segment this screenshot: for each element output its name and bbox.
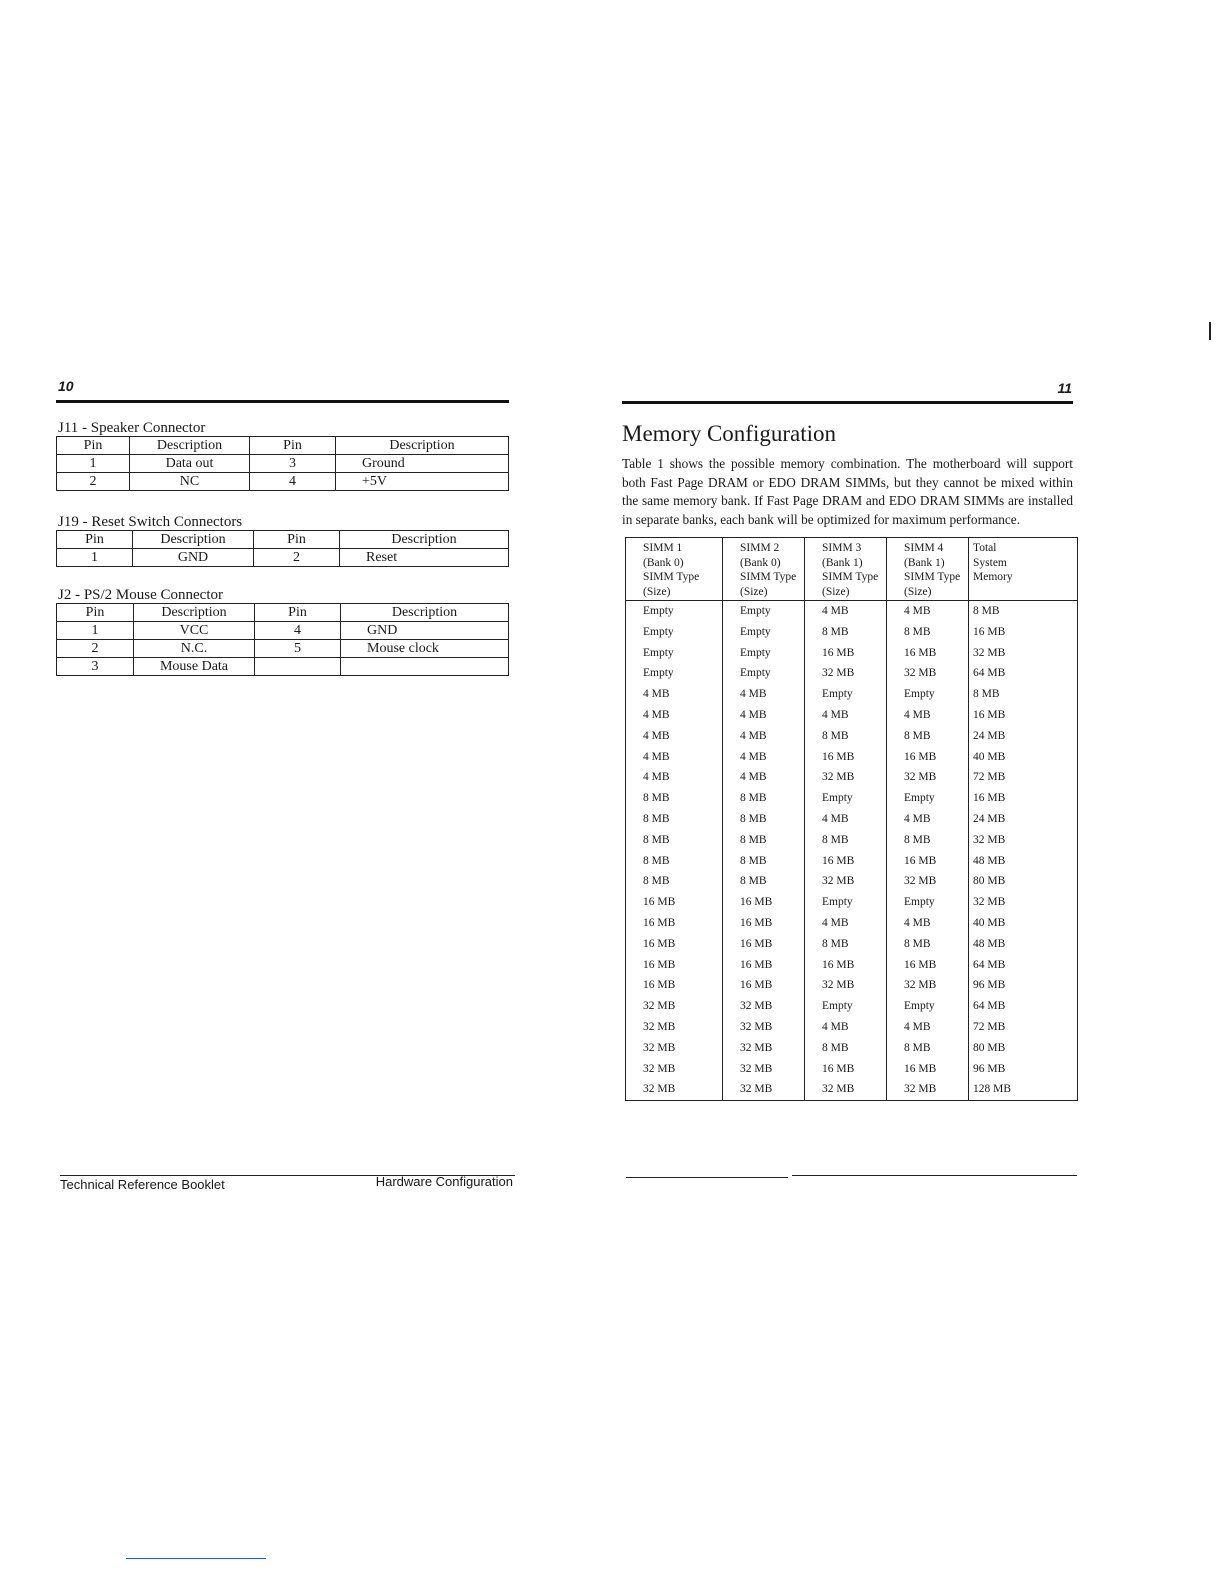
table-cell: 3	[250, 455, 336, 473]
table-cell: 72 MB	[969, 1017, 1078, 1038]
table-row	[626, 601, 1078, 622]
table-row	[57, 622, 509, 640]
table-cell: Empty	[805, 996, 887, 1017]
table-cell: 2	[57, 473, 130, 491]
table-cell: Empty	[723, 643, 805, 664]
table-cell: 16 MB	[887, 955, 969, 976]
table-cell: 16 MB	[723, 934, 805, 955]
table-cell: 24 MB	[969, 726, 1078, 747]
table-cell: Empty	[723, 622, 805, 643]
table-cell: 8 MB	[805, 1038, 887, 1059]
table-cell: 8 MB	[723, 788, 805, 809]
table-cell: 40 MB	[969, 747, 1078, 768]
column-header-line: System	[973, 556, 1007, 569]
table-cell: 8 MB	[805, 934, 887, 955]
table-cell: Reset	[340, 549, 509, 567]
table-cell: 40 MB	[969, 913, 1078, 934]
table-cell: Empty	[626, 622, 723, 643]
column-header-line: (Size)	[643, 585, 671, 598]
table-cell: 72 MB	[969, 767, 1078, 788]
left-header-rule	[56, 400, 509, 403]
scan-blue-line	[126, 1558, 266, 1559]
table-cell: 4 MB	[887, 601, 969, 622]
table-cell: 4 MB	[805, 913, 887, 934]
column-header-line: SIMM Type	[740, 571, 797, 583]
column-header-line: SIMM 2	[740, 542, 780, 554]
table-row	[626, 892, 1078, 913]
table-cell: 16 MB	[805, 643, 887, 664]
column-header: Pin	[57, 437, 130, 455]
column-header: Description	[336, 437, 509, 455]
column-header	[805, 538, 887, 601]
table-cell: Ground	[336, 455, 509, 473]
right-footer-rule-right	[792, 1175, 1077, 1176]
table-cell: 24 MB	[969, 809, 1078, 830]
table-cell: 8 MB	[626, 809, 723, 830]
table-cell: 48 MB	[969, 934, 1078, 955]
table-cell: 16 MB	[887, 643, 969, 664]
table-cell: 4 MB	[723, 705, 805, 726]
column-header-line: SIMM Type	[643, 571, 700, 583]
table-cell: 8 MB	[887, 1038, 969, 1059]
table-cell: 8 MB	[887, 622, 969, 643]
table-cell: 32 MB	[626, 1038, 723, 1059]
table-cell: 8 MB	[626, 788, 723, 809]
table-row	[626, 663, 1078, 684]
column-header: Description	[340, 531, 509, 549]
table-row	[626, 1017, 1078, 1038]
table-cell: 5	[255, 640, 341, 658]
table-cell	[255, 658, 341, 676]
table-cell: 96 MB	[969, 975, 1078, 996]
column-header: Description	[130, 437, 250, 455]
table-cell: 32 MB	[805, 767, 887, 788]
table-cell: 32 MB	[626, 1017, 723, 1038]
table-cell: 4 MB	[887, 913, 969, 934]
table-cell: 16 MB	[626, 975, 723, 996]
table-cell: 32 MB	[887, 767, 969, 788]
scan-mark	[1209, 322, 1211, 340]
table-cell: VCC	[134, 622, 255, 640]
table-cell: 4 MB	[626, 767, 723, 788]
table-cell: 4 MB	[626, 684, 723, 705]
table-row	[626, 767, 1078, 788]
table-cell: +5V	[336, 473, 509, 491]
table-cell: 4 MB	[805, 705, 887, 726]
table-cell: 80 MB	[969, 871, 1078, 892]
table-cell: 1	[57, 549, 133, 567]
table-row	[626, 1059, 1078, 1080]
table-cell: 16 MB	[626, 892, 723, 913]
table-cell: 16 MB	[626, 955, 723, 976]
table-row	[626, 705, 1078, 726]
column-header-line: SIMM 1	[643, 542, 683, 554]
table-row	[626, 747, 1078, 768]
table-cell: 16 MB	[969, 622, 1078, 643]
table-cell: Empty	[887, 892, 969, 913]
table-cell: 16 MB	[969, 788, 1078, 809]
table-cell: 16 MB	[723, 913, 805, 934]
mouse-connector-table	[56, 603, 509, 676]
table-cell: Empty	[887, 996, 969, 1017]
table-cell: 4 MB	[723, 726, 805, 747]
left-page-number: 10	[58, 378, 74, 394]
table-cell: 4	[255, 622, 341, 640]
table-cell: 48 MB	[969, 851, 1078, 872]
table-row	[626, 996, 1078, 1017]
table-cell: 8 MB	[723, 830, 805, 851]
speaker-connector-table	[56, 436, 509, 491]
table-header-row	[57, 531, 509, 549]
table-cell: 32 MB	[723, 1038, 805, 1059]
table-row	[626, 726, 1078, 747]
table-row	[57, 455, 509, 473]
column-header-line: (Bank 0)	[740, 556, 781, 569]
table-cell: 32 MB	[887, 663, 969, 684]
table-cell: Empty	[723, 601, 805, 622]
table-cell: 16 MB	[805, 1059, 887, 1080]
table-cell: 32 MB	[969, 892, 1078, 913]
table-row	[57, 658, 509, 676]
table-cell: 32 MB	[723, 1059, 805, 1080]
table-cell: 16 MB	[887, 747, 969, 768]
table-cell: 32 MB	[805, 871, 887, 892]
column-header: Pin	[254, 531, 340, 549]
table-cell: 1	[57, 455, 130, 473]
table-cell: 8 MB	[626, 871, 723, 892]
table-row	[57, 473, 509, 491]
table-row	[57, 640, 509, 658]
table-cell: 32 MB	[969, 643, 1078, 664]
column-header-line: SIMM Type	[822, 571, 879, 583]
table-cell: 8 MB	[887, 934, 969, 955]
table-cell: 4 MB	[805, 809, 887, 830]
table-cell: 16 MB	[723, 892, 805, 913]
table-cell: 64 MB	[969, 996, 1078, 1017]
page-title: Memory Configuration	[622, 421, 836, 446]
table-cell: GND	[133, 549, 254, 567]
reset-switch-table	[56, 530, 509, 567]
table-cell: 4	[250, 473, 336, 491]
table-header-row	[57, 437, 509, 455]
table-row	[626, 1079, 1078, 1100]
table-cell: 4 MB	[805, 601, 887, 622]
table-cell: 32 MB	[887, 1079, 969, 1100]
table-cell: 16 MB	[723, 975, 805, 996]
table-row	[626, 934, 1078, 955]
table-cell: Empty	[805, 684, 887, 705]
table-cell: Empty	[805, 892, 887, 913]
table-row	[626, 643, 1078, 664]
table-cell: 32 MB	[805, 1079, 887, 1100]
table-cell: N.C.	[134, 640, 255, 658]
table-cell: Empty	[887, 788, 969, 809]
table-cell: 4 MB	[626, 726, 723, 747]
table-cell: 4 MB	[887, 809, 969, 830]
table-row	[57, 549, 509, 567]
table-cell: 32 MB	[723, 996, 805, 1017]
table-cell: 16 MB	[887, 1059, 969, 1080]
column-header-line: Memory	[973, 571, 1013, 583]
table-cell: 16 MB	[887, 851, 969, 872]
table-header-row	[626, 538, 1078, 601]
table-cell: 4 MB	[626, 747, 723, 768]
table-cell: 8 MB	[887, 830, 969, 851]
column-header-line: (Size)	[822, 585, 850, 598]
table-cell: Data out	[130, 455, 250, 473]
table-row	[626, 684, 1078, 705]
column-header: Pin	[250, 437, 336, 455]
table-cell: 128 MB	[969, 1079, 1078, 1100]
table-cell: Empty	[887, 684, 969, 705]
table-row	[626, 913, 1078, 934]
table-row	[626, 830, 1078, 851]
table-cell: 80 MB	[969, 1038, 1078, 1059]
column-header-line: SIMM 3	[822, 542, 862, 554]
right-footer-rule-left	[626, 1177, 788, 1178]
table-cell: 32 MB	[723, 1079, 805, 1100]
table-row	[626, 788, 1078, 809]
table-cell: 32 MB	[626, 996, 723, 1017]
column-header-line: (Size)	[740, 585, 768, 598]
table-cell: 8 MB	[723, 871, 805, 892]
table-cell: 16 MB	[723, 955, 805, 976]
table-cell: 64 MB	[969, 955, 1078, 976]
table-cell: 8 MB	[969, 684, 1078, 705]
table-cell: 4 MB	[805, 1017, 887, 1038]
table-cell: 2	[57, 640, 134, 658]
speaker-connector-title: J11 - Speaker Connector	[58, 420, 206, 436]
intro-paragraph: Table 1 shows the possible memory combination. The motherboard will support both Fast Page DRAM or EDO DRAM SIMMs, but they cannot be mixed within the same memory bank. If Fast Page DRAM and EDO DRAM SIMMs are installed in separate banks, each bank will be optimized for maximum performance.	[622, 456, 1073, 527]
table-cell: 32 MB	[969, 830, 1078, 851]
table-cell	[341, 658, 509, 676]
table-cell: NC	[130, 473, 250, 491]
table-cell: 32 MB	[723, 1017, 805, 1038]
reset-switch-title: J19 - Reset Switch Connectors	[58, 514, 243, 530]
table-cell: Mouse Data	[134, 658, 255, 676]
table-cell: 2	[254, 549, 340, 567]
table-cell: Empty	[626, 663, 723, 684]
table-cell: 32 MB	[626, 1059, 723, 1080]
column-header	[626, 538, 723, 601]
table-cell: 8 MB	[805, 726, 887, 747]
column-header-line: (Bank 1)	[904, 556, 945, 569]
table-cell: 8 MB	[626, 830, 723, 851]
table-row	[626, 1038, 1078, 1059]
memory-configuration-table	[625, 537, 1078, 1101]
table-cell: Empty	[723, 663, 805, 684]
table-row	[626, 871, 1078, 892]
table-row	[626, 975, 1078, 996]
column-header	[887, 538, 969, 601]
table-cell: 4 MB	[723, 747, 805, 768]
table-cell: 4 MB	[723, 684, 805, 705]
column-header: Pin	[57, 604, 134, 622]
right-page-number: 11	[1057, 380, 1072, 396]
table-cell: 64 MB	[969, 663, 1078, 684]
column-header-line: SIMM 4	[904, 542, 944, 554]
table-row	[626, 622, 1078, 643]
table-cell: 8 MB	[723, 851, 805, 872]
table-cell: 8 MB	[969, 601, 1078, 622]
table-cell: 4 MB	[887, 1017, 969, 1038]
footer-section-title: Hardware Configuration	[375, 1174, 513, 1189]
table-cell: 4 MB	[723, 767, 805, 788]
column-header: Pin	[57, 531, 133, 549]
table-cell: 32 MB	[626, 1079, 723, 1100]
table-cell: Empty	[805, 788, 887, 809]
table-cell: GND	[341, 622, 509, 640]
column-header: Description	[341, 604, 509, 622]
table-cell: 16 MB	[805, 955, 887, 976]
table-cell: 8 MB	[805, 622, 887, 643]
table-cell: 8 MB	[887, 726, 969, 747]
column-header: Description	[133, 531, 254, 549]
table-cell: Empty	[626, 643, 723, 664]
table-row	[626, 955, 1078, 976]
table-cell: Empty	[626, 601, 723, 622]
column-header-line: (Bank 0)	[643, 556, 684, 569]
table-cell: 16 MB	[805, 747, 887, 768]
table-cell: 32 MB	[887, 871, 969, 892]
column-header	[723, 538, 805, 601]
table-cell: 32 MB	[805, 975, 887, 996]
column-header-line: SIMM Type	[904, 571, 961, 583]
table-row	[626, 809, 1078, 830]
table-cell: Mouse clock	[341, 640, 509, 658]
column-header: Pin	[255, 604, 341, 622]
table-cell: 16 MB	[969, 705, 1078, 726]
table-cell: 4 MB	[887, 705, 969, 726]
mouse-connector-title: J2 - PS/2 Mouse Connector	[58, 587, 223, 603]
table-cell: 3	[57, 658, 134, 676]
table-row	[626, 851, 1078, 872]
table-cell: 1	[57, 622, 134, 640]
column-header	[969, 538, 1078, 601]
table-cell: 32 MB	[887, 975, 969, 996]
table-cell: 8 MB	[723, 809, 805, 830]
table-cell: 8 MB	[805, 830, 887, 851]
table-cell: 32 MB	[805, 663, 887, 684]
column-header-line: Total	[973, 542, 997, 554]
right-header-rule	[622, 401, 1073, 404]
table-cell: 16 MB	[626, 913, 723, 934]
table-cell: 8 MB	[626, 851, 723, 872]
column-header: Description	[134, 604, 255, 622]
footer-booklet-title: Technical Reference Booklet	[60, 1177, 225, 1192]
table-cell: 96 MB	[969, 1059, 1078, 1080]
table-cell: 4 MB	[626, 705, 723, 726]
table-header-row	[57, 604, 509, 622]
column-header-line: (Size)	[904, 585, 932, 598]
column-header-line: (Bank 1)	[822, 556, 863, 569]
table-cell: 16 MB	[626, 934, 723, 955]
table-cell: 16 MB	[805, 851, 887, 872]
